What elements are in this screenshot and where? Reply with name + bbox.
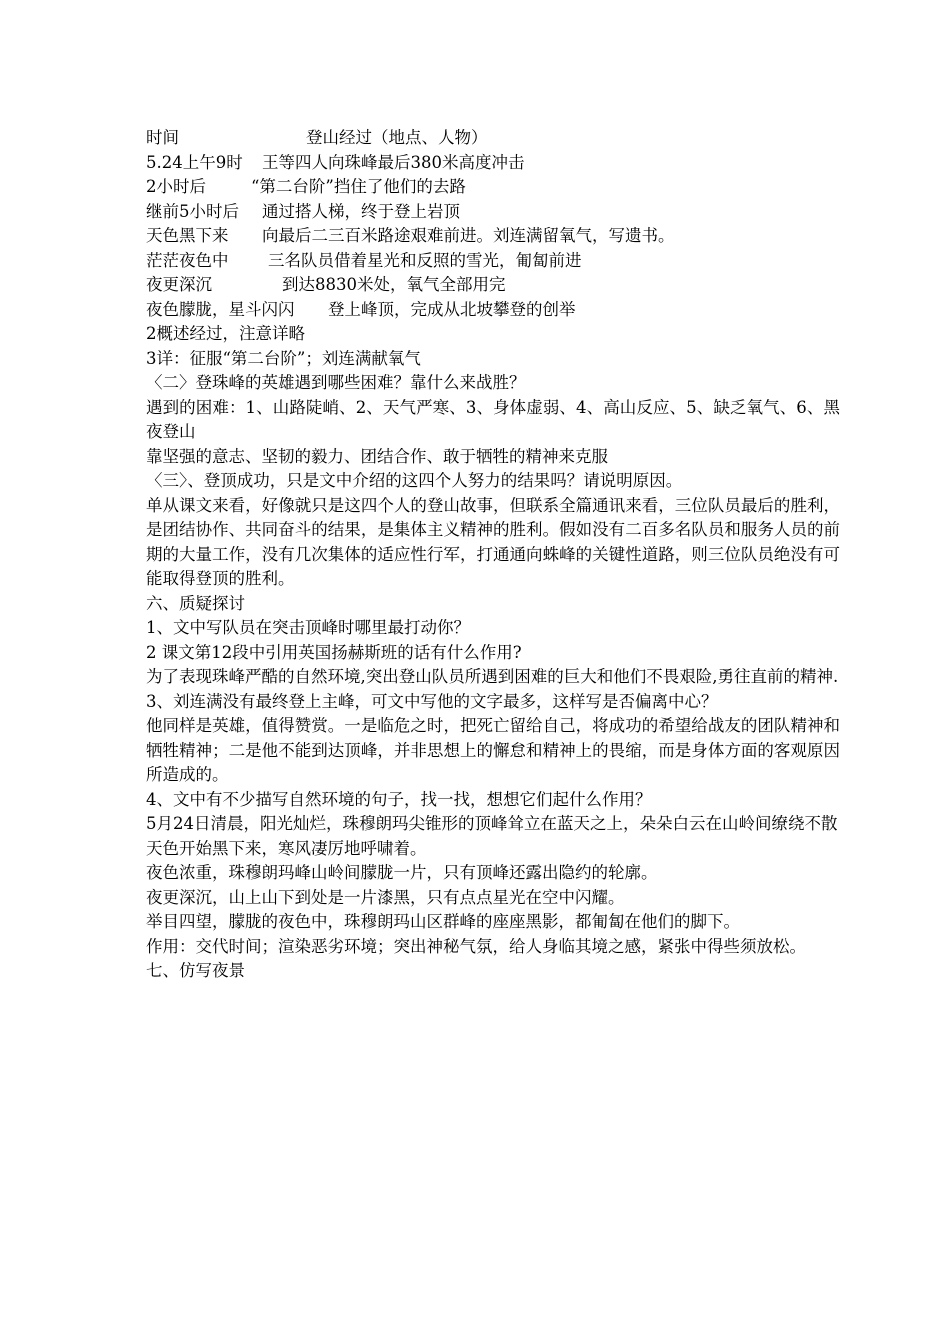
paragraph: 2 课文第12段中引用英国扬赫斯班的话有什么作用?: [146, 642, 522, 662]
row-event: 通过搭人梯，终于登上岩顶: [262, 201, 460, 221]
row-time: 夜色朦胧，星斗闪闪: [146, 299, 295, 319]
paragraph: 3详：征服“第二台阶”；刘连满献氧气: [146, 348, 421, 368]
row-event: 向最后二三百米路途艰难前进。刘连满留氧气，写遗书。: [262, 226, 675, 245]
paragraph: 作用：交代时间；渲染恶劣环境；突出神秘气氛，给人身临其境之感，紧张中得些须放松。: [146, 936, 806, 956]
paragraph: 举目四望，朦胧的夜色中，珠穆朗玛山区群峰的座座黑影，都匍匐在他们的脚下。: [146, 912, 740, 931]
paragraph: 靠坚强的意志、坚韧的毅力、团结合作、敢于牺牲的精神来克服: [146, 446, 608, 466]
row-event: 到达8830米处，氧气全部用完: [282, 275, 506, 294]
paragraph: 他同样是英雄，值得赞赏。一是临危之时，把死亡留给自己，将成功的希望给战友的团队精神和牺牲精神；二是他不能到达顶峰，并非思想上的懈怠和精神上的畏缩，而是身体方面的客观原因所造成的。: [146, 716, 840, 784]
paragraph: 4、文中有不少描写自然环境的句子，找一找，想想它们起什么作用？: [146, 789, 652, 809]
header-time: 时间: [146, 128, 179, 147]
row-time: 2小时后: [146, 177, 206, 196]
paragraph: 夜更深沉，山上山下到处是一片漆黑，只有点点星光在空中闪耀。: [146, 887, 625, 907]
table-row: [113, 200, 840, 225]
section-heading: 七、仿写夜景: [146, 961, 245, 980]
paragraph: 单从课文来看，好像就只是这四个人的登山故事，但联系全篇通讯来看，三位队员最后的胜利，是团结协作、共同奋斗的结果，是集体主义精神的胜利。假如没有二百多名队员和服务人员的前期的大量工作，没有几次集体的适应性行军，打通通向蛛峰的关键性道路，则三位队员绝没有可能取得登顶的胜利。: [146, 495, 840, 588]
header-event: 登山经过（地点、人物）: [306, 128, 488, 147]
paragraph: 1、文中写队员在突击顶峰时哪里最打动你？: [146, 618, 470, 637]
paragraph: 5月24日清晨，阳光灿烂，珠穆朗玛尖锥形的顶峰耸立在蓝天之上，朵朵白云在山岭间缭绕不散: [146, 814, 838, 833]
table-row: [113, 298, 840, 323]
table-row: [113, 224, 840, 249]
table-row: [113, 175, 840, 200]
row-event: 王等四人向珠峰最后380米高度冲击: [262, 152, 525, 172]
table-row: [113, 273, 840, 298]
row-event: “第二台阶”挡住了他们的去路: [251, 177, 466, 196]
paragraph: 为了表现珠峰严酷的自然环境,突出登山队员所遇到困难的巨大和他们不畏艰险,勇往直前的精神.: [146, 667, 839, 686]
paragraph: 3、刘连满没有最终登上主峰，可文中写他的文字最多，这样写是否偏离中心？: [146, 691, 718, 711]
paragraph: 2概述经过，注意详略: [146, 324, 305, 343]
table-row: [113, 151, 840, 176]
row-time: 5.24上午9时: [146, 152, 243, 172]
row-event: 登上峰顶，完成从北坡攀登的创举: [328, 299, 576, 319]
paragraph: 天色开始黑下来，寒风凄厉地呼啸着。: [146, 838, 427, 858]
row-event: 三名队员借着星光和反照的雪光，匍匐前进: [268, 250, 582, 270]
row-time: 继前5小时后: [146, 201, 239, 221]
document-body: [113, 126, 840, 984]
row-time: 天色黑下来: [146, 226, 229, 245]
section-heading: 〈三〉、登顶成功，只是文中介绍的这四个人努力的结果吗？请说明原因。: [146, 471, 683, 490]
row-time: 茫茫夜色中: [146, 250, 229, 270]
paragraph: 夜色浓重，珠穆朗玛峰山岭间朦胧一片，只有顶峰还露出隐约的轮廓。: [146, 863, 658, 882]
section-heading: 〈二〉登珠峰的英雄遇到哪些困难？靠什么来战胜？: [146, 373, 526, 392]
table-header: [113, 126, 840, 151]
paragraph: 遇到的困难：1、山路陡峭、2、天气严寒、3、身体虚弱、4、高山反应、5、缺乏氧气、6、黑夜登山: [146, 397, 840, 441]
table-row: [113, 249, 840, 274]
row-time: 夜更深沉: [146, 275, 212, 294]
section-heading: 六、质疑探讨: [146, 593, 245, 613]
